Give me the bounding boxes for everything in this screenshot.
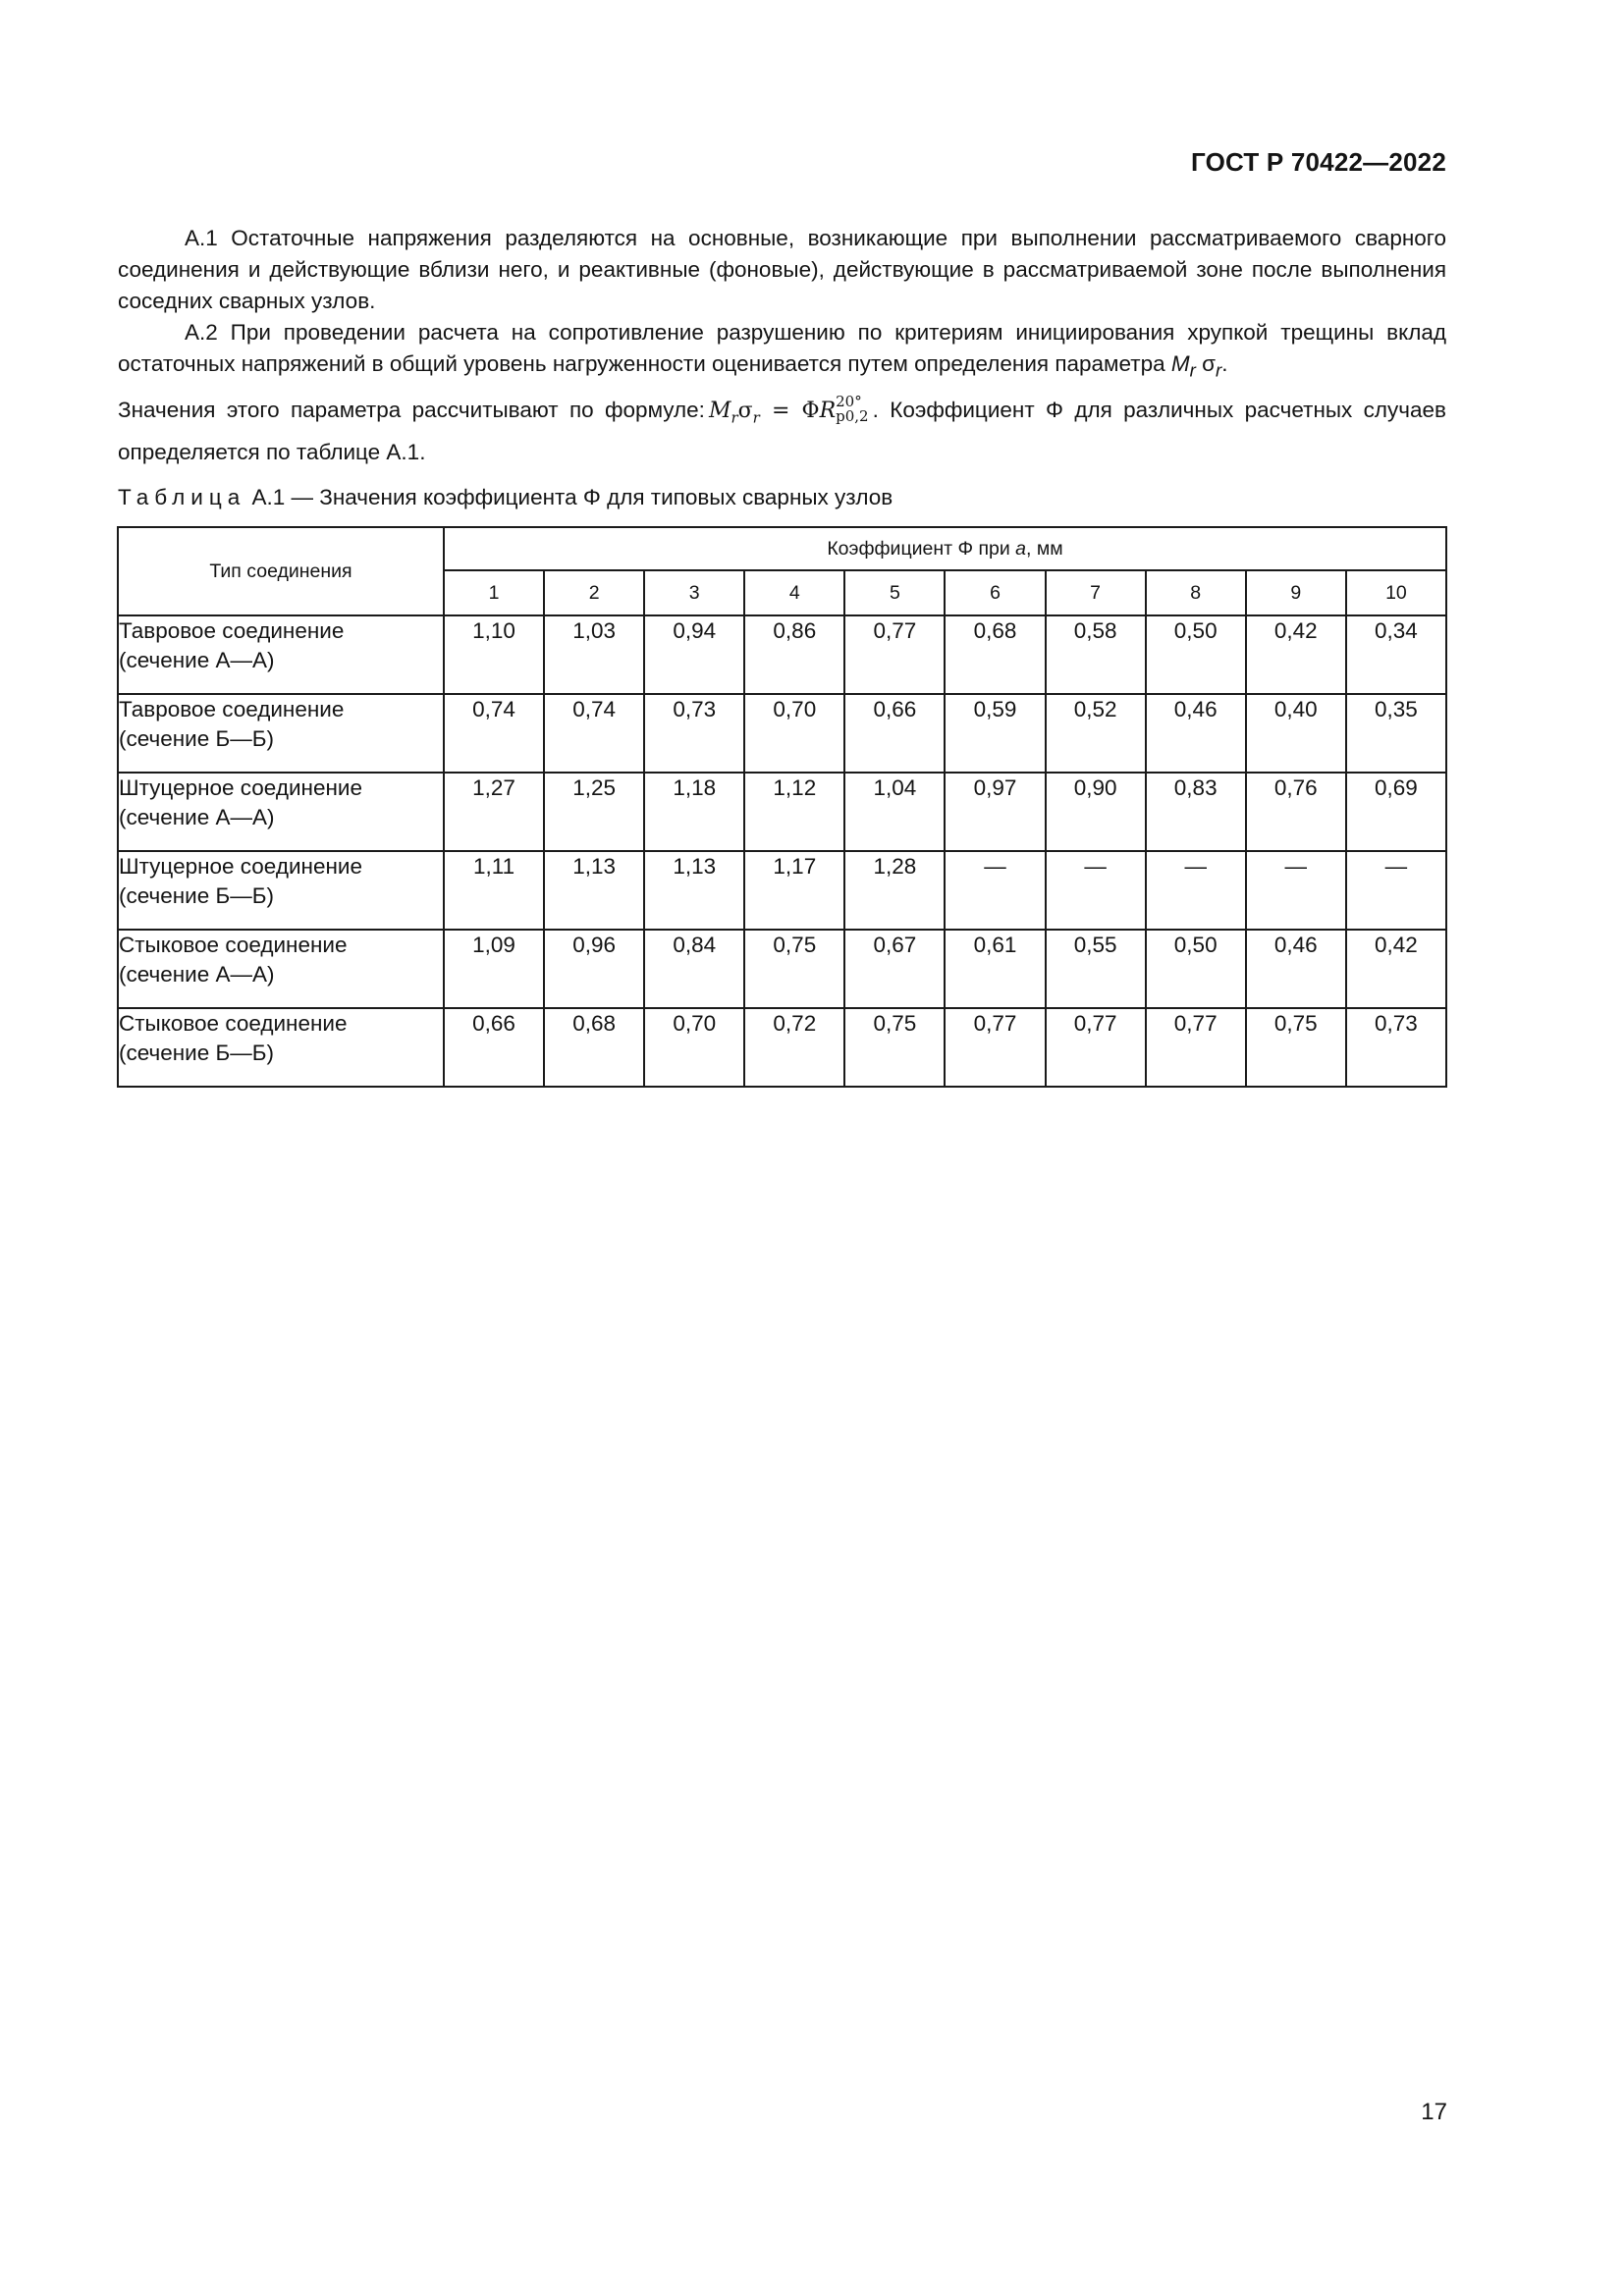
coefficient-value: 0,70 <box>644 1008 744 1087</box>
table-row <box>118 930 1446 1008</box>
coefficient-value: 0,86 <box>744 615 844 694</box>
paragraph-a2: А.2 При проведении расчета на сопротивление разрушению по критериям инициирования хрупкой трещины вклад остаточных напряжений в общий уровень нагруженности оценивается путем определения параметра $M_r$ $\sigma_r$. <box>118 320 1446 381</box>
joint-type-cell <box>118 694 444 773</box>
joint-type-name: Тавровое соединение <box>119 697 345 721</box>
coefficient-value: 0,70 <box>744 694 844 773</box>
coefficient-value: 0,46 <box>1246 930 1346 1008</box>
joint-type-section: (сечение А—А) <box>119 962 275 987</box>
paragraph-a1: А.1 Остаточные напряжения разделяются на основные, возникающие при выполнении рассматриваемого сварного соединения и действующие вблизи него, и реактивные (фоновые), действующие в рассматриваемой зоне после выполнения соседних сварных узлов. <box>118 226 1446 313</box>
coefficient-value: 0,34 <box>1346 615 1446 694</box>
joint-type-name: Стыковое соединение <box>119 933 348 957</box>
joint-type-section: (сечение А—А) <box>119 805 275 829</box>
coefficient-value: 1,04 <box>844 773 945 851</box>
formula-m-index: r <box>731 407 738 426</box>
header-joint-type: Тип соединения <box>118 527 444 615</box>
coefficient-value: 1,09 <box>444 930 544 1008</box>
formula-outro: . Коэффициент Φ для различных расчетных случаев определяется по таблице А.1. <box>118 397 1446 464</box>
coefficient-value: 0,77 <box>844 615 945 694</box>
formula-intro: Значения этого параметра рассчитывают по формуле: <box>118 397 705 422</box>
column-header: 4 <box>744 570 844 615</box>
formula-sigma-index: r <box>752 407 760 426</box>
table-body <box>118 615 1446 1087</box>
header-coefficient: Коэффициент Φ при а, мм <box>444 527 1446 570</box>
joint-type-name: Тавровое соединение <box>119 618 345 643</box>
coefficient-value: 1,03 <box>544 615 644 694</box>
coefficient-value: 0,83 <box>1146 773 1246 851</box>
coefficient-value: 0,90 <box>1046 773 1146 851</box>
body-text <box>118 223 1446 470</box>
coefficient-value: 1,13 <box>644 851 744 930</box>
param-m: M <box>1170 351 1190 376</box>
coefficient-value: — <box>1046 851 1146 930</box>
coefficient-value: 0,73 <box>1346 1008 1446 1087</box>
coefficient-value: 0,50 <box>1146 615 1246 694</box>
formula <box>708 392 869 426</box>
formula-sigma: σ <box>737 398 753 423</box>
table-row <box>118 615 1446 694</box>
joint-type-name: Штуцерное соединение <box>119 775 362 800</box>
coefficient-value: 0,77 <box>1146 1008 1246 1087</box>
table-row <box>118 1008 1446 1087</box>
coefficient-value: — <box>1246 851 1346 930</box>
joint-type-cell <box>118 773 444 851</box>
coefficient-value: 1,10 <box>444 615 544 694</box>
table-caption <box>118 485 893 510</box>
coefficient-value: 0,74 <box>444 694 544 773</box>
coefficient-value: — <box>1346 851 1446 930</box>
coefficient-value: 1,28 <box>844 851 945 930</box>
column-header: 7 <box>1046 570 1146 615</box>
joint-type-cell <box>118 615 444 694</box>
caption-word: Таблица <box>118 485 246 509</box>
coefficient-value: — <box>1146 851 1246 930</box>
coefficient-value: 0,42 <box>1346 930 1446 1008</box>
coefficient-value: 0,40 <box>1246 694 1346 773</box>
coefficient-value: 0,59 <box>945 694 1045 773</box>
coefficient-value: 1,11 <box>444 851 544 930</box>
coefficient-value: 0,77 <box>945 1008 1045 1087</box>
formula-eq-phi: = Φ <box>771 398 820 423</box>
coefficient-value: 1,25 <box>544 773 644 851</box>
coefficient-value: 0,35 <box>1346 694 1446 773</box>
joint-type-cell <box>118 930 444 1008</box>
coefficient-value: 0,68 <box>544 1008 644 1087</box>
coefficient-value: — <box>945 851 1045 930</box>
formula-m: M <box>708 398 731 423</box>
coefficient-value: 0,74 <box>544 694 644 773</box>
coefficient-value: 0,76 <box>1246 773 1346 851</box>
paragraph-formula <box>118 393 1446 470</box>
coefficient-value: 1,18 <box>644 773 744 851</box>
param-sigma: σ <box>1202 351 1217 376</box>
coefficient-value: 0,50 <box>1146 930 1246 1008</box>
coefficient-value: 0,94 <box>644 615 744 694</box>
document-code: ГОСТ Р 70422—2022 <box>1191 147 1446 177</box>
formula-r: R <box>819 398 837 423</box>
coefficient-value: 1,13 <box>544 851 644 930</box>
coefficient-value: 1,12 <box>744 773 844 851</box>
coefficient-value: 0,97 <box>945 773 1045 851</box>
coefficient-value: 0,66 <box>444 1008 544 1087</box>
coefficient-value: 0,42 <box>1246 615 1346 694</box>
column-header: 6 <box>945 570 1045 615</box>
coefficient-value: 0,72 <box>744 1008 844 1087</box>
joint-type-section: (сечение Б—Б) <box>119 1041 275 1065</box>
column-header: 1 <box>444 570 544 615</box>
page-number: 17 <box>1421 2099 1447 2125</box>
joint-type-cell <box>118 1008 444 1087</box>
column-header: 3 <box>644 570 744 615</box>
column-header: 9 <box>1246 570 1346 615</box>
coefficient-value: 0,75 <box>1246 1008 1346 1087</box>
formula-sub: p0,2 <box>836 406 869 425</box>
coefficient-value: 0,96 <box>544 930 644 1008</box>
coefficient-value: 0,69 <box>1346 773 1446 851</box>
column-header: 2 <box>544 570 644 615</box>
table-row <box>118 773 1446 851</box>
coefficient-value: 0,68 <box>945 615 1045 694</box>
joint-type-section: (сечение Б—Б) <box>119 883 275 908</box>
column-header: 10 <box>1346 570 1446 615</box>
joint-type-section: (сечение Б—Б) <box>119 726 275 751</box>
formula-supsub <box>836 392 869 425</box>
coefficient-value: 0,46 <box>1146 694 1246 773</box>
coefficient-value: 0,73 <box>644 694 744 773</box>
column-header: 5 <box>844 570 945 615</box>
joint-type-cell <box>118 851 444 930</box>
table-row <box>118 851 1446 930</box>
param-sigma-index: r <box>1216 359 1222 381</box>
coefficient-value: 0,84 <box>644 930 744 1008</box>
joint-type-name: Стыковое соединение <box>119 1011 348 1036</box>
paragraph-a2-text: А.2 При проведении расчета на сопротивление разрушению по критериям инициирования хрупкой трещины вклад остаточных напряжений в общий уровень нагруженности оценивается путем определения параметра <box>118 320 1446 376</box>
coefficient-value: 0,75 <box>744 930 844 1008</box>
table-row <box>118 694 1446 773</box>
coefficient-value: 0,55 <box>1046 930 1146 1008</box>
coefficient-value: 0,67 <box>844 930 945 1008</box>
joint-type-name: Штуцерное соединение <box>119 854 362 879</box>
param-m-index: r <box>1189 359 1196 381</box>
coefficient-value: 1,27 <box>444 773 544 851</box>
coefficient-value: 0,77 <box>1046 1008 1146 1087</box>
column-header: 8 <box>1146 570 1246 615</box>
coefficient-value: 1,17 <box>744 851 844 930</box>
joint-type-section: (сечение А—А) <box>119 648 275 672</box>
coefficient-value: 0,66 <box>844 694 945 773</box>
coefficient-value: 0,52 <box>1046 694 1146 773</box>
coefficient-value: 0,75 <box>844 1008 945 1087</box>
coefficient-value: 0,58 <box>1046 615 1146 694</box>
formula-sup: 20° <box>836 392 862 410</box>
coefficient-table <box>117 526 1447 1088</box>
coefficient-value: 0,61 <box>945 930 1045 1008</box>
caption-text: А.1 — Значения коэффициента Φ для типовых сварных узлов <box>251 485 893 509</box>
